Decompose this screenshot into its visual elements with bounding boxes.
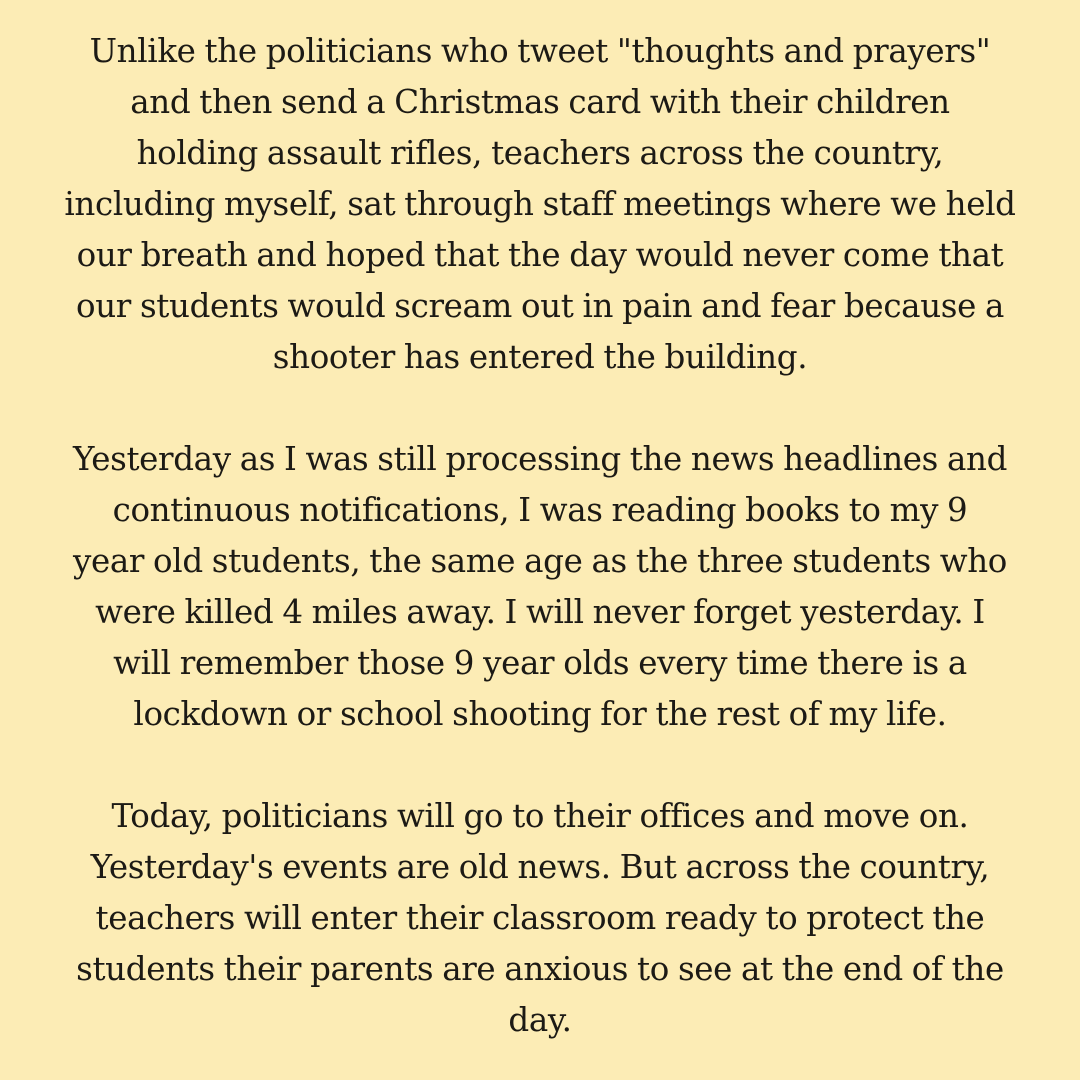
paragraph-spacer [60, 740, 1020, 791]
text-line: will remember those 9 year olds every time there is a [113, 644, 967, 682]
text-line: Yesterday as I was still processing the news headlines and [72, 440, 1008, 478]
text-line: Yesterday's events are old news. But across the country, [90, 848, 990, 886]
text-line: students their parents are anxious to see at the end of the [76, 950, 1004, 988]
paragraph-1 [60, 26, 1020, 383]
text-line: continuous notifications, I was reading books to my 9 [112, 491, 968, 529]
text-line: teachers will enter their classroom ready to protect the [95, 899, 985, 937]
text-line: including myself, sat through staff meetings where we held [64, 185, 1016, 223]
text-line: and then send a Christmas card with their children [130, 83, 950, 121]
text-line: were killed 4 miles away. I will never forget yesterday. I [95, 593, 985, 631]
text-line: holding assault rifles, teachers across the country, [136, 134, 944, 172]
text-line: year old students, the same age as the three students who [72, 542, 1008, 580]
text-line: day. [508, 1001, 572, 1039]
text-line: shooter has entered the building. [272, 338, 808, 376]
text-line: Unlike the politicians who tweet "thoughts and prayers" [89, 32, 991, 70]
text-line: Today, politicians will go to their offices and move on. [111, 797, 969, 835]
text-line: lockdown or school shooting for the rest of my life. [133, 695, 947, 733]
text-line: our students would scream out in pain and fear because a [76, 287, 1004, 325]
paragraph-spacer [60, 383, 1020, 434]
paragraph-3 [60, 791, 1020, 1046]
paragraph-2 [60, 434, 1020, 740]
text-line: our breath and hoped that the day would never come that [76, 236, 1004, 274]
